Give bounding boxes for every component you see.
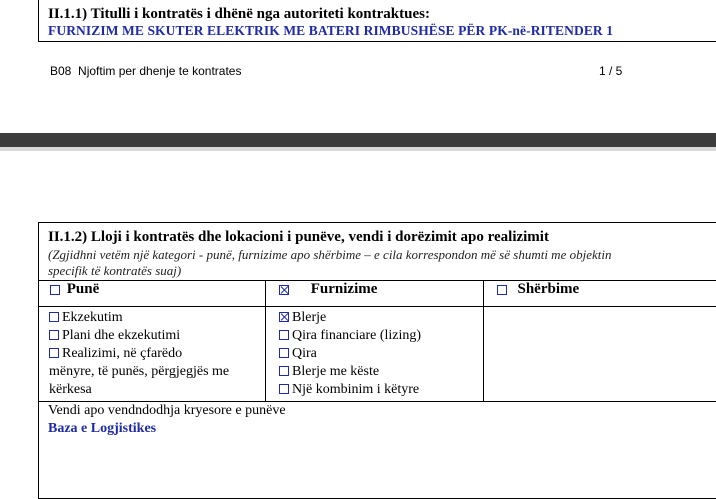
- option-realizimi-cont-2: kërkesa: [49, 382, 92, 397]
- option-label: Ekzekutim: [62, 310, 123, 325]
- option-label: Blerje me këste: [292, 364, 380, 379]
- contract-title-section: [38, 0, 716, 42]
- table-header-border: [39, 306, 716, 307]
- column-divider-2: [483, 280, 484, 401]
- contract-title-value: FURNIZIM ME SKUTER ELEKTRIK ME BATERI RIMBUSHËSE PËR PK-në-RITENDER 1: [48, 23, 614, 38]
- page-break-shadow: [0, 147, 716, 151]
- location-value: Baza e Logjistikes: [48, 421, 157, 436]
- col-sherbime[interactable]: [497, 281, 579, 298]
- col-sherbime-label: Shërbime: [517, 281, 580, 297]
- column-divider-1: [265, 280, 266, 401]
- option-plani-ekzekutimi[interactable]: [49, 327, 180, 345]
- checkbox-checked-icon[interactable]: [279, 285, 289, 295]
- option-realizimi-cont-1: mënyre, të punës, përgjegjës me: [49, 364, 230, 379]
- option-blerje[interactable]: [279, 309, 326, 327]
- option-realizimi[interactable]: [49, 345, 182, 363]
- col-furnizime[interactable]: [279, 281, 377, 298]
- checkbox-checked-icon[interactable]: [279, 312, 289, 322]
- option-label: Blerje: [292, 310, 327, 325]
- checkbox-icon[interactable]: [279, 384, 289, 394]
- page-number: 1 / 5: [599, 64, 623, 78]
- checkbox-icon[interactable]: [279, 366, 289, 376]
- checkbox-icon[interactable]: [49, 312, 59, 322]
- option-label: Një kombinim i këtyre: [292, 382, 420, 397]
- checkbox-icon[interactable]: [49, 330, 59, 340]
- checkbox-icon[interactable]: [279, 348, 289, 358]
- checkbox-icon[interactable]: [50, 285, 60, 295]
- option-qira[interactable]: [279, 345, 317, 363]
- contract-title-heading: II.1.1) Titulli i kontratës i dhënë nga autoriteti kontraktues:: [48, 6, 430, 22]
- option-blerje-me-keste[interactable]: [279, 363, 379, 381]
- form-code: B08: [50, 64, 72, 78]
- page-footer: [50, 64, 241, 78]
- checkbox-icon[interactable]: [49, 348, 59, 358]
- option-ekzekutim[interactable]: [49, 309, 123, 327]
- option-kombinim[interactable]: [279, 381, 419, 399]
- checkbox-icon[interactable]: [497, 285, 507, 295]
- col-furnizime-label: Furnizime: [310, 281, 378, 297]
- table-bottom-border: [39, 401, 716, 402]
- col-pune[interactable]: [50, 281, 99, 298]
- form-name: Njoftim per dhenje te kontrates: [78, 64, 242, 78]
- page-break: [0, 133, 716, 147]
- contract-type-heading: II.1.2) Lloji i kontratës dhe lokacioni i punëve, vendi i dorëzimit apo realizimit: [48, 229, 549, 245]
- option-qira-financiare[interactable]: [279, 327, 421, 345]
- checkbox-icon[interactable]: [279, 330, 289, 340]
- option-label: Realizimi, në çfarëdo: [62, 346, 183, 361]
- option-label: Qira financiare (lizing): [292, 328, 422, 343]
- option-label: Plani dhe ekzekutimi: [62, 328, 181, 343]
- table-top-border: [39, 280, 716, 281]
- contract-type-section: [38, 222, 716, 499]
- col-pune-label: Punë: [66, 281, 100, 297]
- instructions-line-2: specifik të kontratës suaj): [48, 263, 182, 278]
- option-label: Qira: [292, 346, 317, 361]
- instructions-line-1: (Zgjidhni vetëm një kategori - punë, furnizime apo shërbime – e cila korrespondon më së shumti me objektin: [48, 247, 612, 262]
- location-label: Vendi apo vendndodhja kryesore e punëve: [48, 403, 286, 418]
